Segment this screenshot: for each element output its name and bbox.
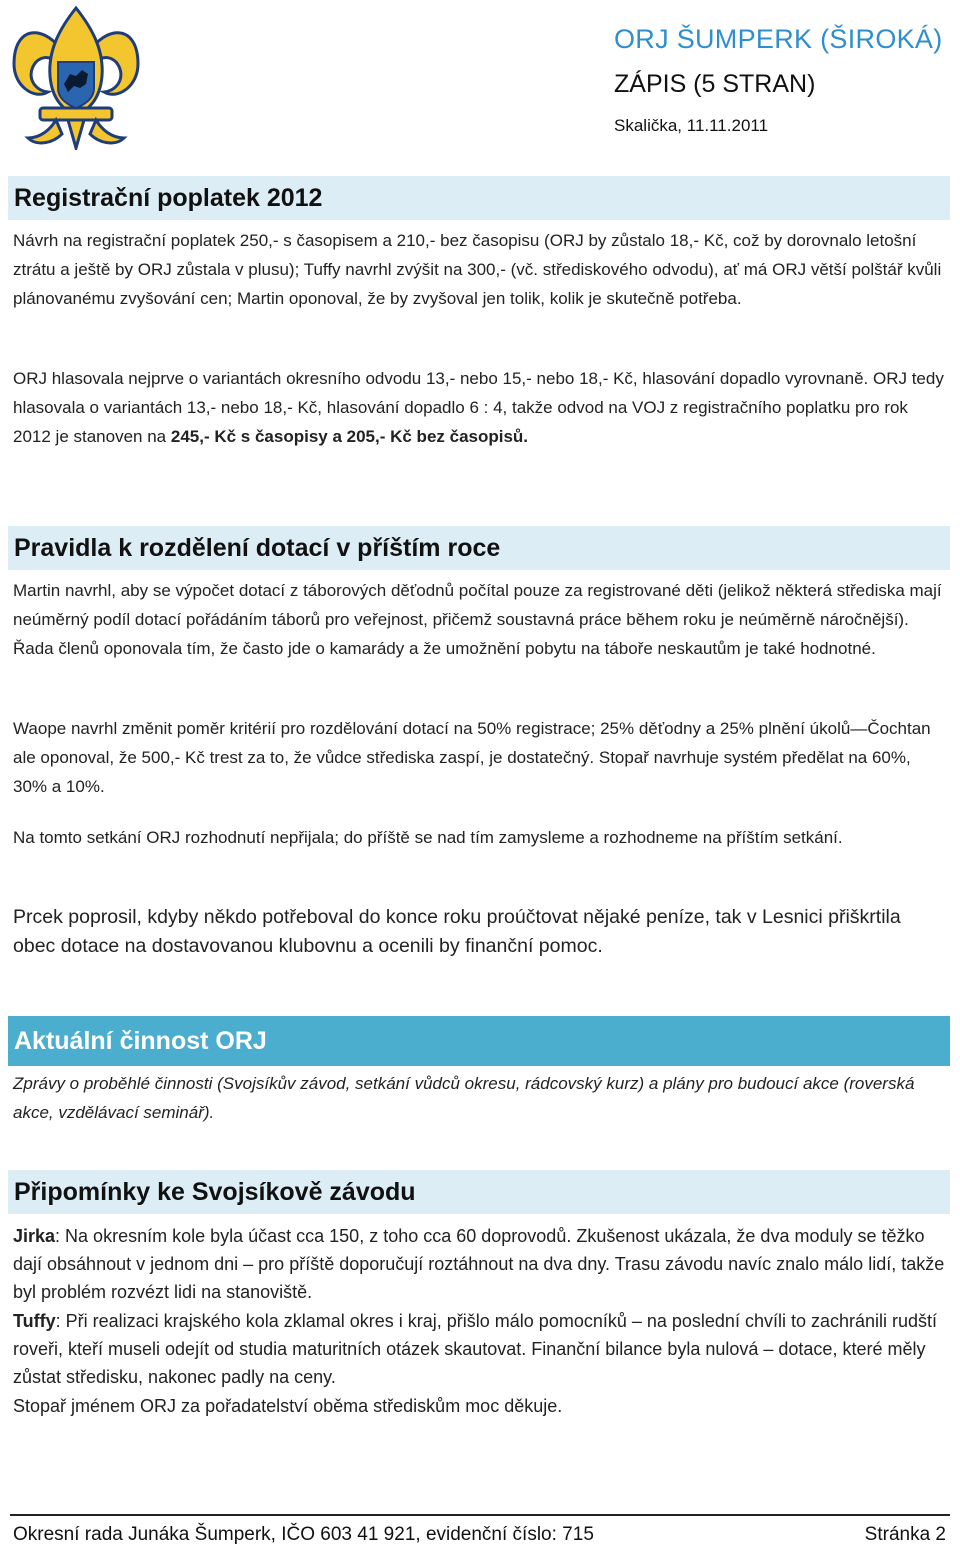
section-title: Registrační poplatek 2012 <box>14 183 323 212</box>
page-number: Stránka 2 <box>864 1524 946 1545</box>
paragraph-italic <box>13 1069 948 1127</box>
footer-divider <box>10 1514 950 1516</box>
header-place-date: Skalička, 11.11.2011 <box>614 116 769 135</box>
section-heading-dotace <box>8 526 950 570</box>
italic-text: Zprávy o proběhlé činnosti (Svojsíkův závod, setkání vůdců okresu, rádcovský kurz) a plány pro budoucí akce (roverská akce, vzdělávací seminář). <box>13 1074 915 1122</box>
footer-organization-info: Okresní rada Junáka Šumperk, IČO 603 41 921, evidenční číslo: 715 <box>13 1524 594 1545</box>
section-heading-cinnost <box>8 1016 950 1066</box>
paragraph: Martin navrhl, aby se výpočet dotací z táborových děťodnů počítal pouze za registrované děti (jelikož některá střediska mají neúměrný podíl dotací pořádáním táborů pro veřejnost, přičemž soustavná práce během roku je neúměrně náročnější). Řada členů oponovala tím, že často jde o kamarády a že umožnění pobytu na táboře neskautům je také hodnotné. <box>13 581 942 658</box>
section-title: Aktuální činnost ORJ <box>14 1026 267 1055</box>
speaker-name: Tuffy <box>13 1311 56 1331</box>
paragraph-bold-result: 245,- Kč s časopisy a 205,- Kč bez časopisů. <box>170 427 529 446</box>
paragraph-vote <box>13 364 948 451</box>
paragraph: Návrh na registrační poplatek 250,- s časopisem a 210,- bez časopisu (ORJ by zůstalo 18,- Kč, což by dorovnalo letošní ztrátu a ještě by ORJ zůstala v plusu); Tuffy navrhl zvýšit na 300,- (vč. střediskového odvodu), ať má ORJ větší polštář kvůli plánovanému zvyšování cen; Martin oponoval, že by zvyšoval jen tolik, kolik je skutečně potřeba. <box>13 231 942 308</box>
section-title: Připomínky ke Svojsíkově závodu <box>14 1177 416 1206</box>
section-heading-poplatek <box>8 176 950 220</box>
paragraph-closing: Stopař jménem ORJ za pořadatelství oběma střediskům moc děkuje. <box>13 1396 563 1416</box>
fleur-de-lis-logo <box>10 4 142 150</box>
section-heading-zavod <box>8 1170 950 1214</box>
paragraph-text: : Při realizaci krajského kola zklamal okres i kraj, přišlo málo pomocníků – na poslední chvíli to zachránili rudští roveři, kteří museli odejít od studia maturitních otázek skautovat. Finanční bilance byla nulová – dotace, které měly zůstat středisku, nakonec padly na ceny. <box>13 1311 938 1387</box>
paragraph: Waope navrhl změnit poměr kritérií pro rozdělování dotací na 50% registrace; 25% děťodny a 25% plnění úkolů—Čochtan ale oponoval, že 500,- Kč trest za to, že vůdce střediska zaspí, je dostatečný. Stopař navrhuje systém předělat na 60%, 30% a 10%. <box>13 719 931 796</box>
paragraph: Prcek poprosil, kdyby někdo potřeboval do konce roku proúčtovat nějaké peníze, tak v Lesnici přiškrtila obec dotace na dostavovanou klubovnu a ocenili by finanční pomoc. <box>13 906 901 957</box>
header-document-title: ZÁPIS (5 STRAN) <box>614 70 816 98</box>
paragraph-text: : Na okresním kole byla účast cca 150, z toho cca 60 doprovodů. Zkušenost ukázala, že dva moduly se těžko dají obsáhnout v jednom dni – pro příště doporučují roztáhnout na dva dny. Trasu závodu navíc znalo málo lidí, takže byl problém rozvézt lidi na stanoviště. <box>13 1226 945 1302</box>
section-title: Pravidla k rozdělení dotací v příštím roce <box>14 533 501 562</box>
header-organization: ORJ ŠUMPERK (ŠIROKÁ) <box>614 24 943 54</box>
speaker-name: Jirka <box>13 1226 56 1246</box>
paragraph: Na tomto setkání ORJ rozhodnutí nepřijala; do příště se nad tím zamysleme a rozhodneme na příštím setkání. <box>13 828 843 847</box>
paragraph-jirka <box>13 1222 948 1306</box>
paragraph-text: ORJ hlasovala nejprve o variantách okresního odvodu 13,- nebo 15,- nebo 18,- Kč, hlasování dopadlo vyrovnaně. ORJ tedy hlasovala o variantách 13,- nebo 18,- Kč, hlasování dopadlo 6 : 4, takže odvod na VOJ z registračního poplatku pro rok 2012 je stanoven na <box>13 369 944 446</box>
paragraph-tuffy <box>13 1307 948 1391</box>
